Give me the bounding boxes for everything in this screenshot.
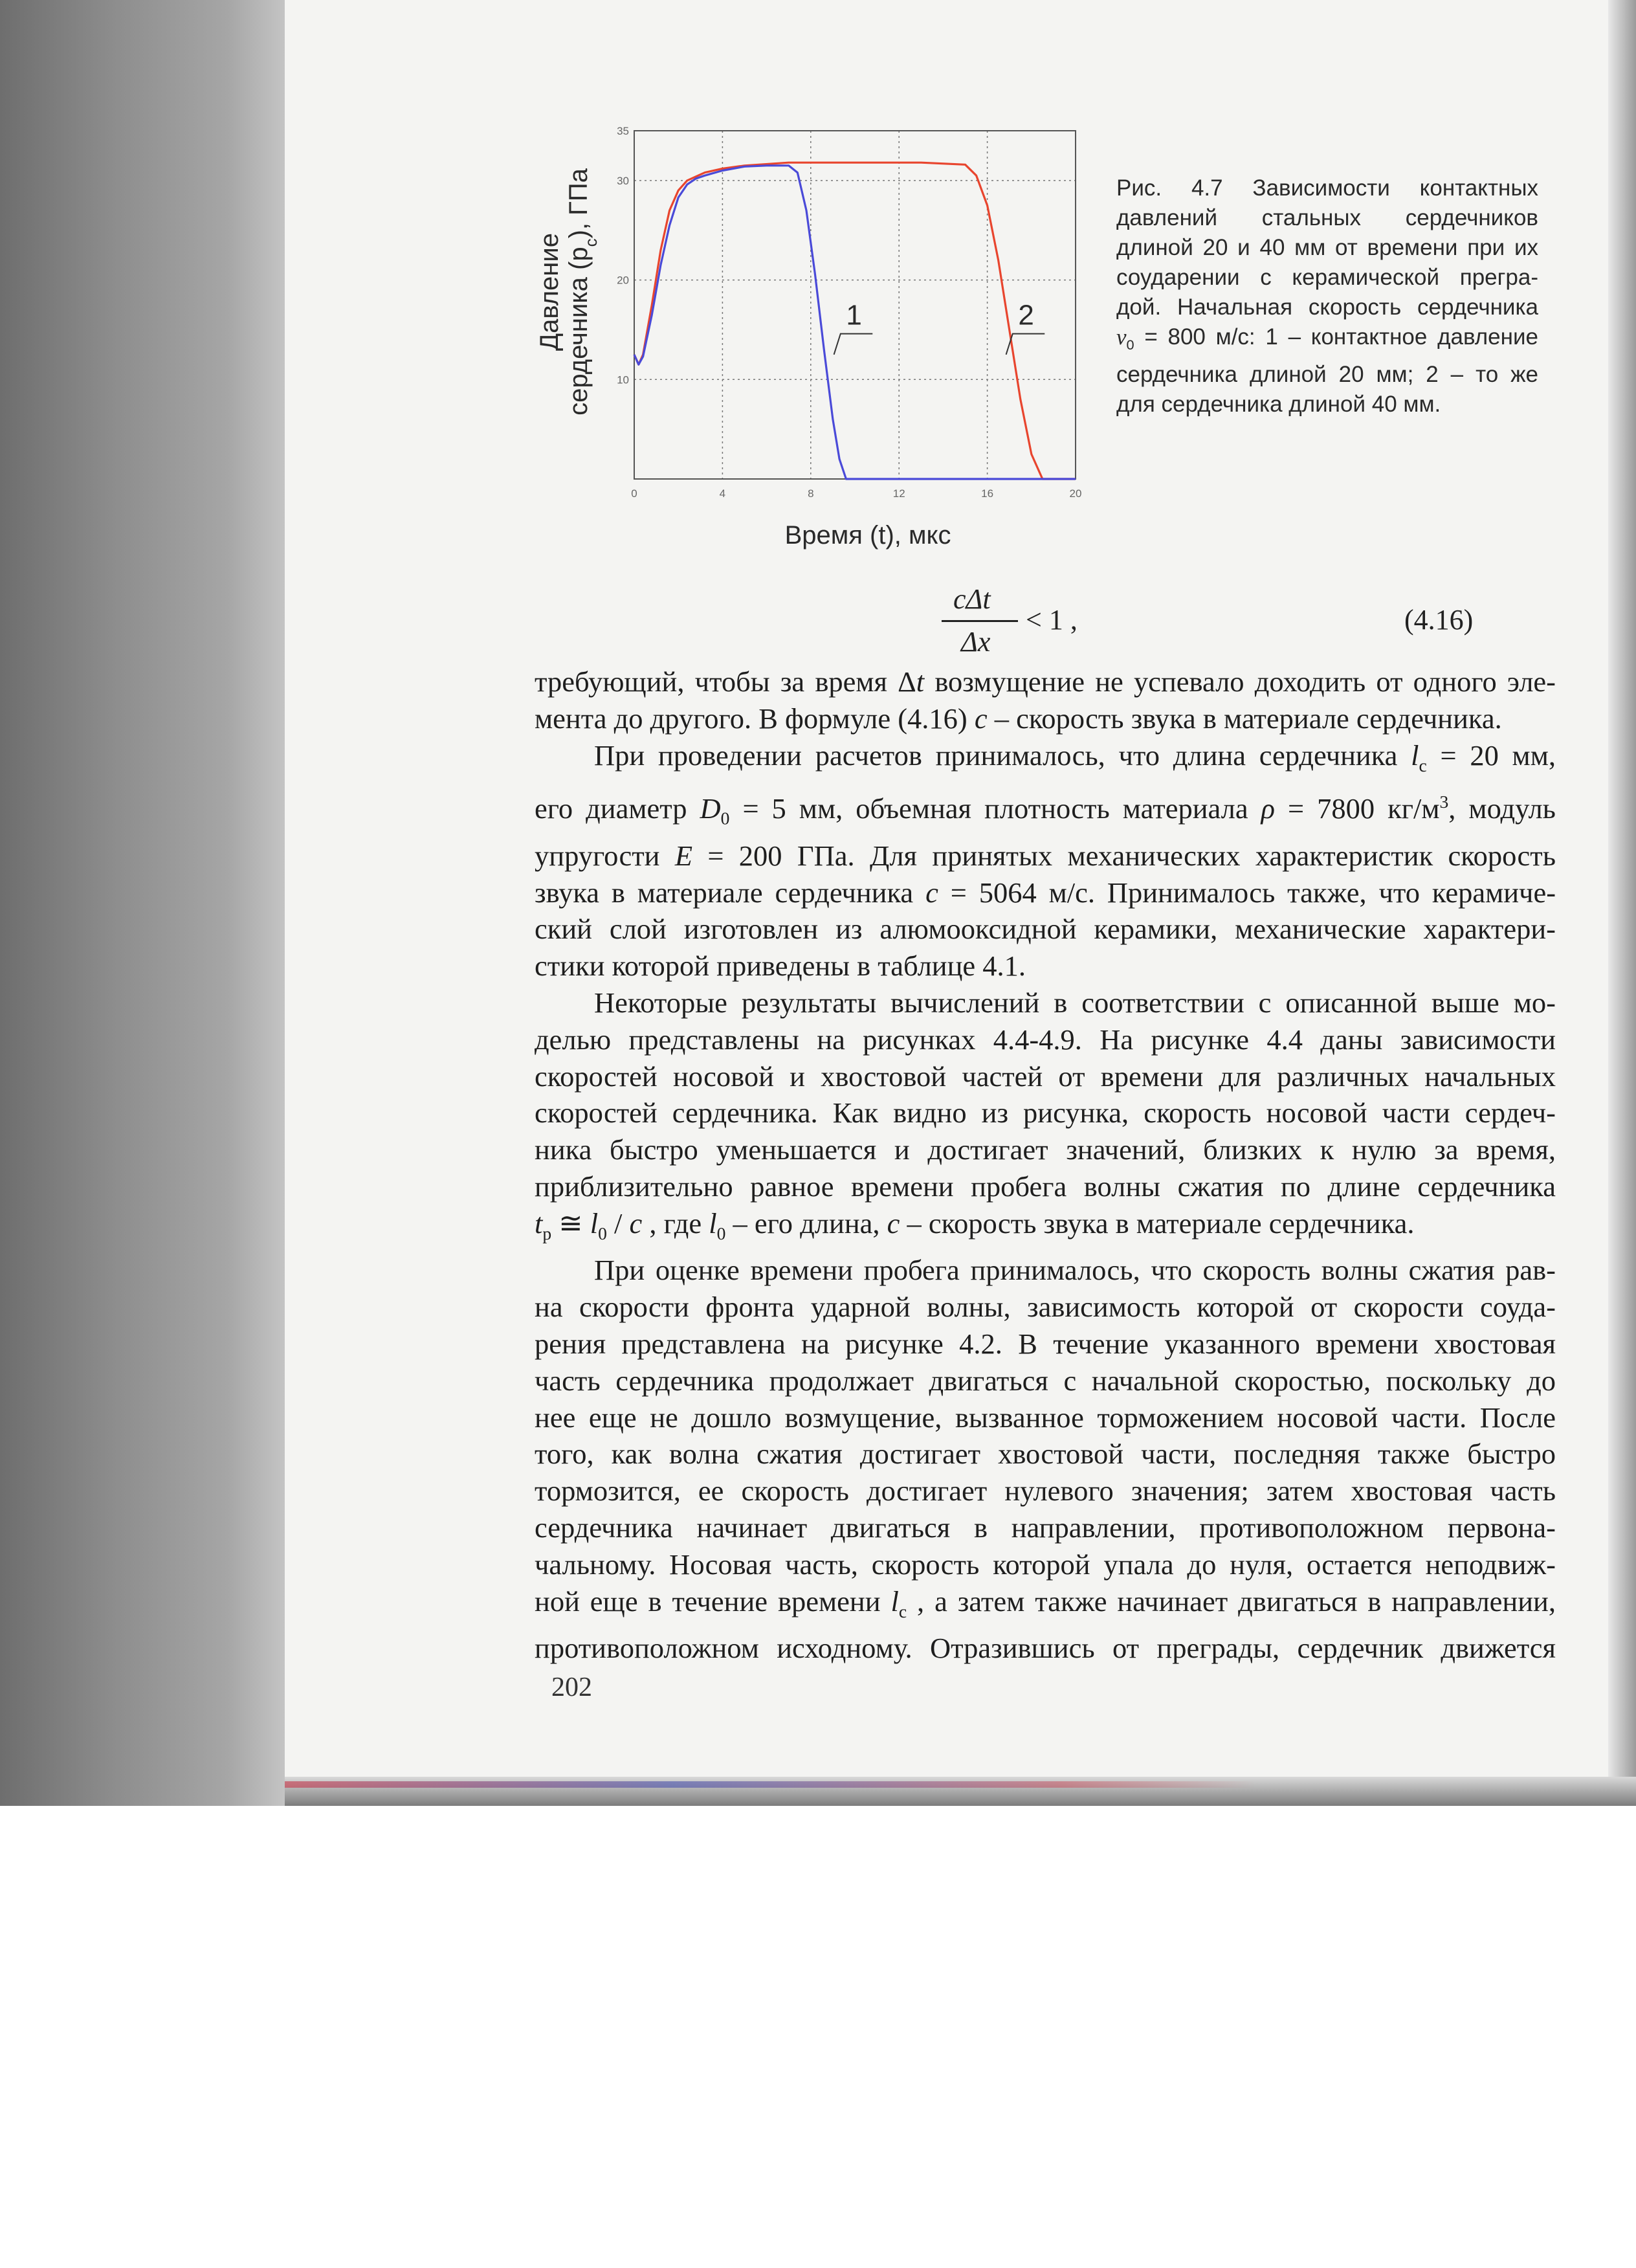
callout-leader	[834, 334, 873, 355]
body-line: делью представлены на рисунках 4.4-4.9. На рисунке 4.4 даны зависимости	[535, 1023, 1556, 1056]
body-line: упругости E = 200 ГПа. Для принятых механических характеристик скорость	[535, 839, 1556, 872]
body-line: ника быстро уменьшается и достигает значений, близких к нулю за время,	[535, 1133, 1556, 1166]
body-line: его диаметр $D_0 = 5$ мм, объемная плотность материала ρ = 7800 $кг/м^3$, модуль	[535, 792, 1556, 828]
fraction-bar	[942, 620, 1018, 622]
body-line: Некоторые результаты вычислений в соответствии с описанной выше мо-	[594, 986, 1556, 1019]
body-text	[535, 663, 1556, 1667]
caption-line: соударении с керамической прегра-	[1116, 265, 1538, 290]
body-line: ский слой изготовлен из алюмооксидной керамики, механические характери-	[535, 913, 1556, 946]
formula-4-16	[942, 583, 1136, 660]
page-number: 202	[551, 1673, 592, 1702]
body-line: нее еще не дошло возмущение, вызванное торможением носовой части. После	[535, 1401, 1556, 1434]
x-tick-label: 4	[719, 487, 726, 500]
x-tick-label: 16	[981, 487, 994, 500]
x-tick-label: 8	[808, 487, 814, 500]
body-line: мента до другого. В формуле (4.16) c – скорость звука в материале сердечника.	[535, 702, 1502, 735]
body-line: приблизительно равное времени пробега волны сжатия по длине сердечника	[535, 1170, 1556, 1203]
caption-line: дой. Начальная скорость сердечника	[1116, 295, 1538, 320]
body-line: звука в материале сердечника c = 5064 м/с. Принималось также, что керамиче-	[535, 876, 1556, 909]
y-axis-label-line2: сердечника $(p_c)$, ГПа	[564, 168, 601, 416]
series-label: 2	[1018, 299, 1034, 331]
caption-line: $v_0 = 800$ м/с: 1 – контактное давление	[1116, 324, 1538, 353]
body-line: на скорости фронта ударной волны, зависимость которой от скорости соуда-	[535, 1291, 1556, 1324]
body-line: $t_p$ ≅ $l_0$ / c , где $l_0$ – его длина, c – скорость звука в материале сердечника.	[535, 1206, 1415, 1243]
formula-rhs: < 1 ,	[1026, 604, 1078, 636]
caption-line: сердечника длиной 20 мм; 2 – то же	[1116, 362, 1538, 387]
body-line: ной еще в течение времени $l_c$ , а затем также начинает двигаться в направлении,	[535, 1584, 1556, 1621]
scan-color-stripe	[285, 1781, 1255, 1788]
body-line: чальному. Носовая часть, скорость которой упала до нуля, остается неподвиж-	[535, 1548, 1556, 1581]
formula-denominator: Δx	[961, 626, 991, 658]
x-axis-label: Время (t), мкс	[784, 521, 951, 550]
caption-line: Рис. 4.7 Зависимости контактных	[1116, 175, 1538, 201]
body-line: скоростей сердечника. Как видно из рисунка, скорость носовой части сердеч-	[535, 1096, 1556, 1129]
y-tick-label: 20	[617, 274, 629, 287]
body-line: При оценке времени пробега принималось, что скорость волны сжатия рав-	[594, 1254, 1556, 1287]
formula-numerator: cΔt	[953, 583, 991, 615]
callout-layer	[834, 300, 1045, 355]
y-axis-label-line1: Давление	[535, 233, 564, 351]
equation-number: (4.16)	[1404, 604, 1474, 636]
body-line: При проведении расчетов принималось, что длина сердечника $l_c = 20$ мм,	[594, 739, 1556, 775]
body-line: того, как волна сжатия достигает хвостовой части, последняя также быстро	[535, 1438, 1556, 1471]
caption-line: длиной 20 и 40 мм от времени при их	[1116, 235, 1538, 260]
body-line: стики которой приведены в таблице 4.1.	[535, 950, 1026, 983]
body-line: противоположном исходному. Отразившись от преграды, сердечник движется	[535, 1632, 1556, 1665]
body-line: тормозится, ее скорость достигает нулевого значения; затем хвостовая часть	[535, 1474, 1556, 1507]
x-tick-label: 20	[1069, 487, 1082, 500]
series-label: 1	[846, 299, 862, 331]
caption-line: для сердечника длиной 40 мм.	[1116, 392, 1441, 417]
y-tick-label: 30	[617, 174, 629, 187]
y-tick-label: 10	[617, 373, 629, 386]
body-line: сердечника начинает двигаться в направлении, противоположном первона-	[535, 1511, 1556, 1544]
body-line: требующий, чтобы за время Δt возмущение не успевало доходить от одного эле-	[535, 665, 1556, 698]
pressure-chart	[505, 97, 1139, 557]
y-tick-label: 35	[617, 125, 629, 137]
scan-shadow-left	[0, 0, 285, 1806]
scan-shadow-right	[1608, 0, 1636, 1806]
caption-line: давлений стальных сердечников	[1116, 205, 1538, 230]
x-tick-label: 12	[892, 487, 905, 500]
body-line: скоростей носовой и хвостовой частей от времени для различных начальных	[535, 1060, 1556, 1093]
x-tick-label: 0	[631, 487, 637, 500]
body-line: рения представлена на рисунке 4.2. В течение указанного времени хвостовая	[535, 1328, 1556, 1361]
body-line: часть сердечника продолжает двигаться с начальной скоростью, поскольку до	[535, 1364, 1556, 1397]
figure-caption	[1116, 173, 1538, 419]
